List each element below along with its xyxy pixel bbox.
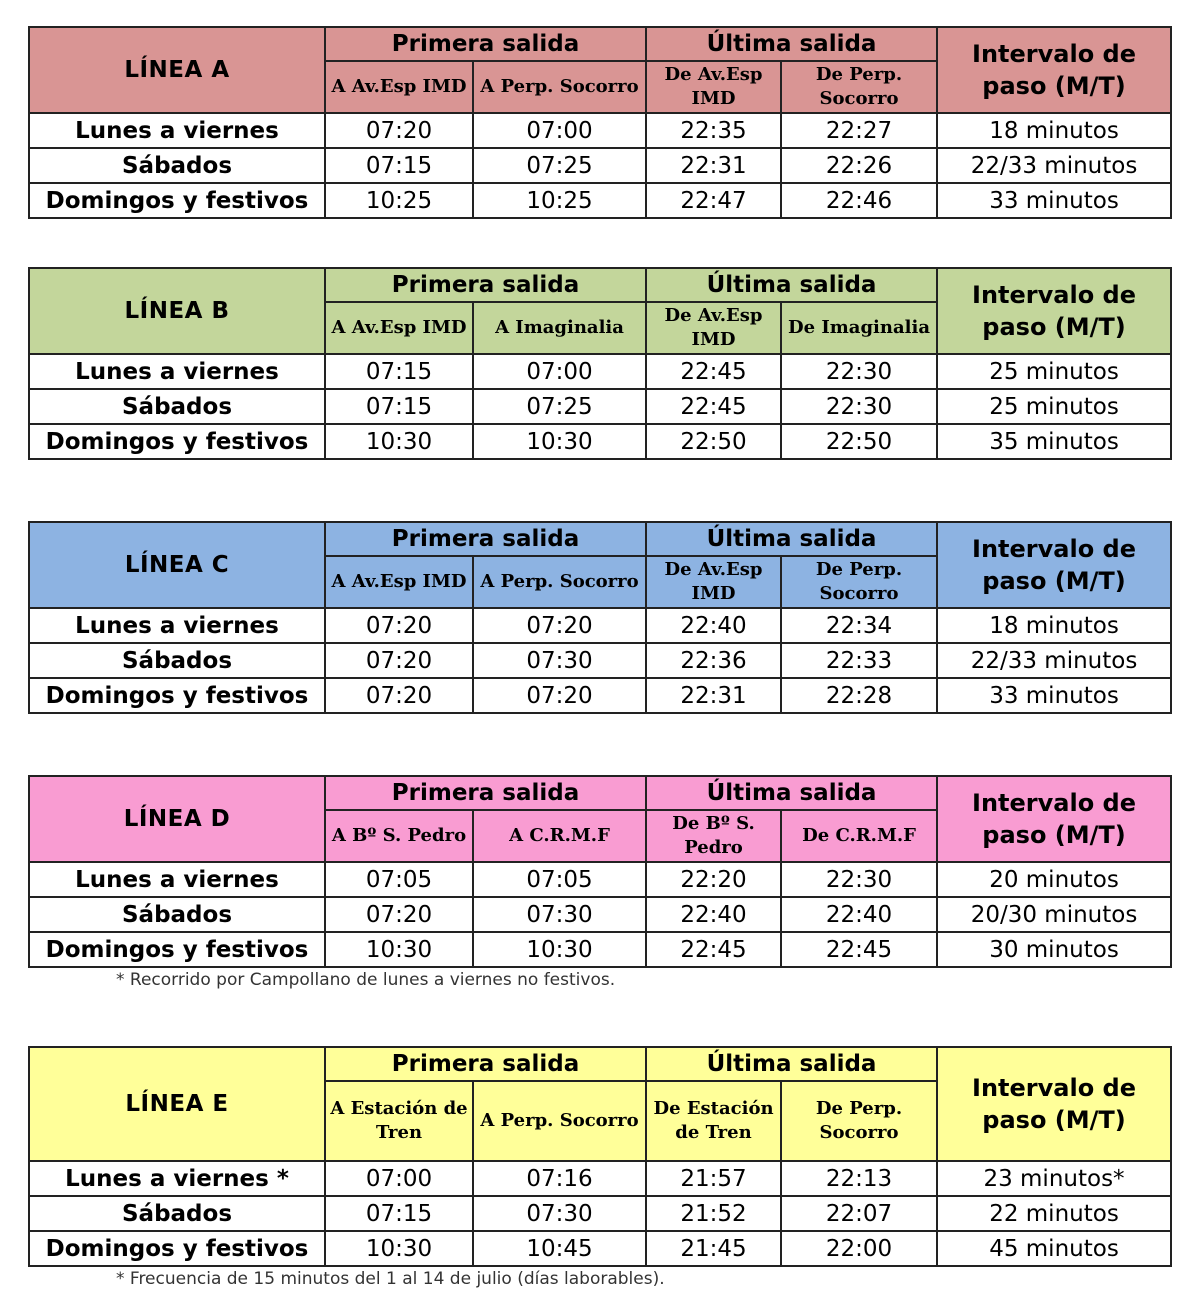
subheader-first-1: A Av.Esp IMD bbox=[325, 302, 473, 354]
day-label: Lunes a viernes bbox=[29, 862, 325, 897]
time-cell: 07:00 bbox=[473, 354, 646, 389]
table-row bbox=[29, 862, 1171, 897]
time-cell: 07:20 bbox=[325, 643, 473, 678]
table-row bbox=[29, 678, 1171, 713]
interval-cell: 30 minutos bbox=[937, 932, 1171, 967]
subheader-first-2: A Perp. Socorro bbox=[473, 61, 646, 113]
interval-cell: 18 minutos bbox=[937, 608, 1171, 643]
subheader-last-2: De Perp. Socorro bbox=[781, 1081, 937, 1161]
time-cell: 22:13 bbox=[781, 1161, 937, 1196]
time-cell: 22:30 bbox=[781, 862, 937, 897]
time-cell: 10:30 bbox=[473, 932, 646, 967]
primera-salida-header: Primera salida bbox=[325, 27, 646, 61]
time-cell: 22:28 bbox=[781, 678, 937, 713]
time-cell: 07:20 bbox=[325, 113, 473, 148]
time-cell: 22:50 bbox=[781, 424, 937, 459]
time-cell: 07:20 bbox=[325, 678, 473, 713]
subheader-last-2: De C.R.M.F bbox=[781, 810, 937, 862]
time-cell: 22:40 bbox=[781, 897, 937, 932]
table-row bbox=[29, 183, 1171, 218]
line-block-c bbox=[28, 521, 1170, 714]
time-cell: 10:30 bbox=[325, 424, 473, 459]
time-cell: 22:00 bbox=[781, 1231, 937, 1266]
primera-salida-header: Primera salida bbox=[325, 268, 646, 302]
footnote: * Frecuencia de 15 minutos del 1 al 14 de julio (días laborables). bbox=[116, 1269, 665, 1289]
time-cell: 10:25 bbox=[473, 183, 646, 218]
intervalo-header: Intervalo de paso (M/T) bbox=[937, 1047, 1171, 1161]
day-label: Domingos y festivos bbox=[29, 1231, 325, 1266]
subheader-last-1: De Av.Esp IMD bbox=[646, 556, 781, 608]
time-cell: 22:20 bbox=[646, 862, 781, 897]
time-cell: 07:00 bbox=[325, 1161, 473, 1196]
time-cell: 07:15 bbox=[325, 354, 473, 389]
time-cell: 22:30 bbox=[781, 389, 937, 424]
interval-cell: 33 minutos bbox=[937, 678, 1171, 713]
line-name: LÍNEA E bbox=[29, 1047, 325, 1161]
schedule-table bbox=[28, 1046, 1172, 1267]
day-label: Sábados bbox=[29, 1196, 325, 1231]
time-cell: 22:27 bbox=[781, 113, 937, 148]
time-cell: 07:15 bbox=[325, 148, 473, 183]
time-cell: 07:05 bbox=[325, 862, 473, 897]
time-cell: 07:25 bbox=[473, 389, 646, 424]
subheader-first-1: A Bº S. Pedro bbox=[325, 810, 473, 862]
time-cell: 22:31 bbox=[646, 678, 781, 713]
time-cell: 10:45 bbox=[473, 1231, 646, 1266]
table-row bbox=[29, 608, 1171, 643]
intervalo-header: Intervalo de paso (M/T) bbox=[937, 522, 1171, 608]
time-cell: 22:45 bbox=[646, 354, 781, 389]
ultima-salida-header: Última salida bbox=[646, 268, 937, 302]
subheader-last-2: De Perp. Socorro bbox=[781, 61, 937, 113]
subheader-last-2: De Imaginalia bbox=[781, 302, 937, 354]
primera-salida-header: Primera salida bbox=[325, 776, 646, 810]
interval-cell: 35 minutos bbox=[937, 424, 1171, 459]
time-cell: 22:50 bbox=[646, 424, 781, 459]
line-block-e bbox=[28, 1046, 1170, 1289]
time-cell: 10:30 bbox=[473, 424, 646, 459]
time-cell: 07:25 bbox=[473, 148, 646, 183]
ultima-salida-header: Última salida bbox=[646, 776, 937, 810]
time-cell: 07:20 bbox=[325, 897, 473, 932]
subheader-first-2: A Imaginalia bbox=[473, 302, 646, 354]
line-name: LÍNEA D bbox=[29, 776, 325, 862]
day-label: Sábados bbox=[29, 148, 325, 183]
primera-salida-header: Primera salida bbox=[325, 1047, 646, 1081]
intervalo-header: Intervalo de paso (M/T) bbox=[937, 268, 1171, 354]
time-cell: 10:30 bbox=[325, 932, 473, 967]
time-cell: 22:36 bbox=[646, 643, 781, 678]
time-cell: 22:26 bbox=[781, 148, 937, 183]
day-label: Sábados bbox=[29, 643, 325, 678]
time-cell: 21:52 bbox=[646, 1196, 781, 1231]
day-label: Domingos y festivos bbox=[29, 932, 325, 967]
interval-cell: 20/30 minutos bbox=[937, 897, 1171, 932]
subheader-last-2: De Perp. Socorro bbox=[781, 556, 937, 608]
schedule-table bbox=[28, 26, 1172, 219]
day-label: Domingos y festivos bbox=[29, 183, 325, 218]
subheader-first-1: A Estación de Tren bbox=[325, 1081, 473, 1161]
time-cell: 07:30 bbox=[473, 643, 646, 678]
primera-salida-header: Primera salida bbox=[325, 522, 646, 556]
interval-cell: 20 minutos bbox=[937, 862, 1171, 897]
table-row bbox=[29, 1196, 1171, 1231]
schedule-table bbox=[28, 267, 1172, 460]
table-row bbox=[29, 113, 1171, 148]
line-name: LÍNEA A bbox=[29, 27, 325, 113]
time-cell: 21:45 bbox=[646, 1231, 781, 1266]
time-cell: 07:15 bbox=[325, 389, 473, 424]
day-label: Lunes a viernes bbox=[29, 354, 325, 389]
table-row bbox=[29, 148, 1171, 183]
interval-cell: 25 minutos bbox=[937, 354, 1171, 389]
subheader-first-1: A Av.Esp IMD bbox=[325, 61, 473, 113]
day-label: Domingos y festivos bbox=[29, 424, 325, 459]
ultima-salida-header: Última salida bbox=[646, 1047, 937, 1081]
time-cell: 07:15 bbox=[325, 1196, 473, 1231]
line-name: LÍNEA B bbox=[29, 268, 325, 354]
intervalo-header: Intervalo de paso (M/T) bbox=[937, 776, 1171, 862]
interval-cell: 23 minutos* bbox=[937, 1161, 1171, 1196]
time-cell: 22:07 bbox=[781, 1196, 937, 1231]
table-row bbox=[29, 354, 1171, 389]
time-cell: 07:16 bbox=[473, 1161, 646, 1196]
day-label: Sábados bbox=[29, 897, 325, 932]
time-cell: 22:40 bbox=[646, 897, 781, 932]
interval-cell: 22/33 minutos bbox=[937, 643, 1171, 678]
ultima-salida-header: Última salida bbox=[646, 27, 937, 61]
interval-cell: 25 minutos bbox=[937, 389, 1171, 424]
time-cell: 07:20 bbox=[473, 608, 646, 643]
subheader-last-1: De Av.Esp IMD bbox=[646, 302, 781, 354]
time-cell: 07:30 bbox=[473, 1196, 646, 1231]
table-row bbox=[29, 424, 1171, 459]
footnote: * Recorrido por Campollano de lunes a viernes no festivos. bbox=[116, 970, 616, 990]
time-cell: 22:45 bbox=[646, 932, 781, 967]
schedule-table bbox=[28, 521, 1172, 714]
interval-cell: 45 minutos bbox=[937, 1231, 1171, 1266]
line-block-d bbox=[28, 775, 1170, 990]
time-cell: 07:00 bbox=[473, 113, 646, 148]
table-row bbox=[29, 932, 1171, 967]
table-row bbox=[29, 643, 1171, 678]
time-cell: 10:30 bbox=[325, 1231, 473, 1266]
time-cell: 22:31 bbox=[646, 148, 781, 183]
time-cell: 07:20 bbox=[473, 678, 646, 713]
line-name: LÍNEA C bbox=[29, 522, 325, 608]
time-cell: 07:30 bbox=[473, 897, 646, 932]
day-label: Lunes a viernes bbox=[29, 608, 325, 643]
subheader-first-2: A C.R.M.F bbox=[473, 810, 646, 862]
table-row bbox=[29, 389, 1171, 424]
time-cell: 22:40 bbox=[646, 608, 781, 643]
subheader-first-1: A Av.Esp IMD bbox=[325, 556, 473, 608]
interval-cell: 22 minutos bbox=[937, 1196, 1171, 1231]
line-block-a bbox=[28, 26, 1170, 219]
schedule-table bbox=[28, 775, 1172, 968]
time-cell: 22:45 bbox=[646, 389, 781, 424]
time-cell: 10:25 bbox=[325, 183, 473, 218]
line-block-b bbox=[28, 267, 1170, 460]
time-cell: 07:20 bbox=[325, 608, 473, 643]
table-row bbox=[29, 1161, 1171, 1196]
subheader-first-2: A Perp. Socorro bbox=[473, 1081, 646, 1161]
subheader-last-1: De Bº S. Pedro bbox=[646, 810, 781, 862]
time-cell: 22:35 bbox=[646, 113, 781, 148]
interval-cell: 33 minutos bbox=[937, 183, 1171, 218]
time-cell: 22:46 bbox=[781, 183, 937, 218]
time-cell: 22:47 bbox=[646, 183, 781, 218]
table-row bbox=[29, 897, 1171, 932]
time-cell: 07:05 bbox=[473, 862, 646, 897]
time-cell: 22:30 bbox=[781, 354, 937, 389]
subheader-last-1: De Estación de Tren bbox=[646, 1081, 781, 1161]
subheader-first-2: A Perp. Socorro bbox=[473, 556, 646, 608]
intervalo-header: Intervalo de paso (M/T) bbox=[937, 27, 1171, 113]
time-cell: 22:34 bbox=[781, 608, 937, 643]
time-cell: 22:33 bbox=[781, 643, 937, 678]
day-label: Lunes a viernes bbox=[29, 113, 325, 148]
subheader-last-1: De Av.Esp IMD bbox=[646, 61, 781, 113]
day-label: Lunes a viernes * bbox=[29, 1161, 325, 1196]
day-label: Sábados bbox=[29, 389, 325, 424]
table-row bbox=[29, 1231, 1171, 1266]
interval-cell: 18 minutos bbox=[937, 113, 1171, 148]
time-cell: 22:45 bbox=[781, 932, 937, 967]
day-label: Domingos y festivos bbox=[29, 678, 325, 713]
time-cell: 21:57 bbox=[646, 1161, 781, 1196]
ultima-salida-header: Última salida bbox=[646, 522, 937, 556]
interval-cell: 22/33 minutos bbox=[937, 148, 1171, 183]
